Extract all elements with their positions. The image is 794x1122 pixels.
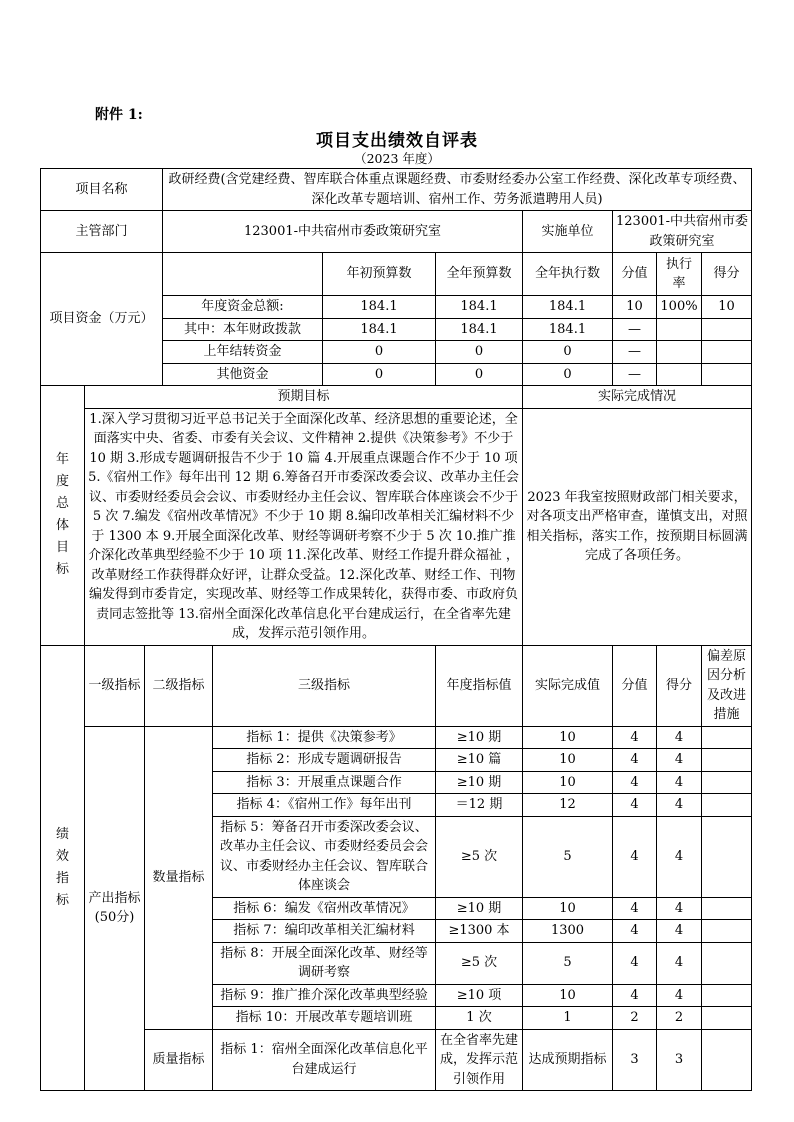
project-name-row bbox=[41, 169, 752, 211]
ind-header-actual: 实际完成值 bbox=[523, 645, 613, 726]
indicator-deviation bbox=[702, 1029, 752, 1091]
indicator-name: 指标 6：编发《宿州改革情况》 bbox=[213, 897, 436, 920]
dept-value: 123001-中共宿州市委政策研究室 bbox=[163, 211, 523, 253]
funding-row-label: 其他资金 bbox=[163, 363, 323, 386]
funding-header-rate: 执行率 bbox=[657, 253, 702, 296]
funding-executed: 0 bbox=[523, 363, 613, 386]
funding-score: 10 bbox=[702, 296, 752, 319]
indicator-target: ≥10 篇 bbox=[436, 749, 523, 772]
funding-executed: 0 bbox=[523, 341, 613, 364]
funding-annual: 184.1 bbox=[436, 318, 523, 341]
indicator-score: 4 bbox=[657, 771, 702, 794]
indicator-actual: 1 bbox=[523, 1007, 613, 1030]
indicator-row-1 bbox=[41, 726, 752, 749]
goals-actual-header: 实际完成情况 bbox=[523, 386, 752, 409]
indicator-name: 指标 1：提供《决策参考》 bbox=[213, 726, 436, 749]
indicator-points: 4 bbox=[613, 942, 657, 984]
indicator-name: 指标 1：宿州全面深化改革信息化平台建成运行 bbox=[213, 1029, 436, 1091]
funding-rate bbox=[657, 341, 702, 364]
funding-header-row bbox=[41, 253, 752, 296]
funding-rate bbox=[657, 318, 702, 341]
indicator-score: 4 bbox=[657, 920, 702, 943]
indicator-target: ≥10 期 bbox=[436, 726, 523, 749]
indicator-score: 4 bbox=[657, 794, 702, 817]
indicator-target: ≥10 期 bbox=[436, 771, 523, 794]
goals-section-label-text: 年度总体目标 bbox=[55, 451, 69, 578]
quality-indicator-label: 质量指标 bbox=[145, 1029, 213, 1091]
indicator-name: 指标 9：推广推介深化改革典型经验 bbox=[213, 984, 436, 1007]
ind-header-score: 得分 bbox=[657, 645, 702, 726]
goals-expected-header: 预期目标 bbox=[85, 386, 523, 409]
goals-section-label bbox=[41, 386, 85, 646]
funding-annual: 184.1 bbox=[436, 296, 523, 319]
indicator-score: 4 bbox=[657, 749, 702, 772]
indicator-points: 4 bbox=[613, 816, 657, 897]
indicator-score: 2 bbox=[657, 1007, 702, 1030]
indicator-points: 4 bbox=[613, 984, 657, 1007]
funding-row-label: 年度资金总额: bbox=[163, 296, 323, 319]
funding-row-label: 其中：本年财政拨款 bbox=[163, 318, 323, 341]
funding-rate bbox=[657, 363, 702, 386]
goals-expected-text: 1.深入学习贯彻习近平总书记关于全面深化改革、经济思想的重要论述，全面落实中央、省委、市委有关会议、文件精神 2.提供《决策参考》不少于 10 期 3.形成专题调研报告不少于 10 篇 4.开展重点课题合作不少于 10 项 5.《宿州工作》每年出刊 12 期 6.筹备召开市委深改委会议、改革办主任会议、市委财经委员会会议、市委财经办主任会议、智库联合体座谈会不少于 5 次 7.编发《宿州改革情况》不少于 10 期 8.编印改革相关汇编材料不少于 1300 本 9.开展全面深化改革、财经等调研考察不少于 5 次 10.推广推介深化改革典型经验不少于 10 项 11.深化改革、财经工作提升群众福祉 ，改革财经工作获得群众好评，让群众受益。12.深化改革、财经工作、刊物编发得到市委肯定，实现改革、财经等工作成果转化，获得市委、市政府负责同志签批等 13.宿州全面深化改革信息化平台建成运行，在全省率先建成，发挥示范引领作用。 bbox=[85, 408, 523, 645]
indicator-actual: 10 bbox=[523, 984, 613, 1007]
attachment-label: 附件 1: bbox=[95, 107, 143, 123]
quantity-indicator-label: 数量指标 bbox=[145, 726, 213, 1029]
indicator-points: 4 bbox=[613, 920, 657, 943]
impl-unit-label: 实施单位 bbox=[523, 211, 613, 253]
indicator-deviation bbox=[702, 942, 752, 984]
indicators-section-label-text: 绩效指标 bbox=[55, 826, 69, 908]
indicator-points: 4 bbox=[613, 749, 657, 772]
indicator-target: ≥1300 本 bbox=[436, 920, 523, 943]
ind-header-target: 年度指标值 bbox=[436, 645, 523, 726]
indicator-points: 4 bbox=[613, 897, 657, 920]
indicator-actual: 达成预期指标 bbox=[523, 1029, 613, 1091]
indicator-deviation bbox=[702, 749, 752, 772]
indicator-target: ≥5 次 bbox=[436, 942, 523, 984]
indicator-actual: 12 bbox=[523, 794, 613, 817]
funding-points: — bbox=[613, 341, 657, 364]
indicator-score: 4 bbox=[657, 726, 702, 749]
funding-initial: 184.1 bbox=[323, 318, 436, 341]
dept-label: 主管部门 bbox=[41, 211, 163, 253]
funding-annual: 0 bbox=[436, 341, 523, 364]
page-subtitle: （2023 年度） bbox=[354, 151, 440, 166]
indicator-target: ≥5 次 bbox=[436, 816, 523, 897]
indicator-actual: 5 bbox=[523, 816, 613, 897]
funding-section-label: 项目资金（万元） bbox=[41, 253, 163, 386]
funding-executed: 184.1 bbox=[523, 318, 613, 341]
funding-score bbox=[702, 363, 752, 386]
ind-header-l1: 一级指标 bbox=[85, 645, 145, 726]
indicator-points: 4 bbox=[613, 771, 657, 794]
indicator-name: 指标 2：形成专题调研报告 bbox=[213, 749, 436, 772]
indicator-deviation bbox=[702, 771, 752, 794]
funding-points: 10 bbox=[613, 296, 657, 319]
funding-blank-cell bbox=[163, 253, 323, 296]
funding-header-points: 分值 bbox=[613, 253, 657, 296]
ind-header-l2: 二级指标 bbox=[145, 645, 213, 726]
funding-row-label: 上年结转资金 bbox=[163, 341, 323, 364]
funding-header-executed: 全年执行数 bbox=[523, 253, 613, 296]
page-title: 项目支出绩效自评表 bbox=[316, 131, 478, 151]
ind-header-deviation: 偏差原因分析及改进措施 bbox=[702, 645, 752, 726]
indicator-points: 3 bbox=[613, 1029, 657, 1091]
goals-header-row bbox=[41, 386, 752, 409]
indicator-name: 指标 8：开展全面深化改革、财经等调研考察 bbox=[213, 942, 436, 984]
indicator-score: 3 bbox=[657, 1029, 702, 1091]
indicator-deviation bbox=[702, 920, 752, 943]
department-row bbox=[41, 211, 752, 253]
indicator-actual: 1300 bbox=[523, 920, 613, 943]
funding-annual: 0 bbox=[436, 363, 523, 386]
funding-initial: 0 bbox=[323, 363, 436, 386]
indicator-deviation bbox=[702, 816, 752, 897]
indicator-points: 4 bbox=[613, 794, 657, 817]
indicator-target: ＝12 期 bbox=[436, 794, 523, 817]
indicator-actual: 10 bbox=[523, 726, 613, 749]
funding-rate: 100% bbox=[657, 296, 702, 319]
funding-points: — bbox=[613, 363, 657, 386]
indicator-target: 在全省率先建成，发挥示范引领作用 bbox=[436, 1029, 523, 1091]
funding-points: — bbox=[613, 318, 657, 341]
goals-body-row bbox=[41, 408, 752, 645]
funding-header-initial: 年初预算数 bbox=[323, 253, 436, 296]
self-evaluation-table bbox=[40, 168, 752, 1091]
indicator-points: 4 bbox=[613, 726, 657, 749]
project-name-value: 政研经费(含党建经费、智库联合体重点课题经费、市委财经委办公室工作经费、深化改革专项经费、深化改革专题培训、宿州工作、劳务派遣聘用人员) bbox=[163, 169, 752, 211]
indicator-score: 4 bbox=[657, 816, 702, 897]
indicator-name: 指标 3：开展重点课题合作 bbox=[213, 771, 436, 794]
indicator-score: 4 bbox=[657, 942, 702, 984]
indicator-actual: 10 bbox=[523, 897, 613, 920]
indicator-target: ≥10 期 bbox=[436, 897, 523, 920]
funding-header-annual: 全年预算数 bbox=[436, 253, 523, 296]
project-name-label: 项目名称 bbox=[41, 169, 163, 211]
indicators-header-row bbox=[41, 645, 752, 726]
impl-unit-value: 123001-中共宿州市委政策研究室 bbox=[613, 211, 752, 253]
quality-indicator-row bbox=[41, 1029, 752, 1091]
indicators-section-label bbox=[41, 645, 85, 1091]
funding-initial: 0 bbox=[323, 341, 436, 364]
funding-executed: 184.1 bbox=[523, 296, 613, 319]
indicator-score: 4 bbox=[657, 984, 702, 1007]
indicator-deviation bbox=[702, 984, 752, 1007]
indicator-deviation bbox=[702, 794, 752, 817]
indicator-name: 指标 7：编印改革相关汇编材料 bbox=[213, 920, 436, 943]
indicator-points: 2 bbox=[613, 1007, 657, 1030]
ind-header-l3: 三级指标 bbox=[213, 645, 436, 726]
indicator-target: ≥10 项 bbox=[436, 984, 523, 1007]
indicator-actual: 10 bbox=[523, 771, 613, 794]
indicator-deviation bbox=[702, 897, 752, 920]
level1-indicator-label: 产出指标(50分) bbox=[85, 726, 145, 1091]
indicator-name: 指标 4：《宿州工作》每年出刊 bbox=[213, 794, 436, 817]
indicator-actual: 10 bbox=[523, 749, 613, 772]
funding-initial: 184.1 bbox=[323, 296, 436, 319]
indicator-name: 指标 10：开展改革专题培训班 bbox=[213, 1007, 436, 1030]
indicator-deviation bbox=[702, 726, 752, 749]
indicator-deviation bbox=[702, 1007, 752, 1030]
indicator-score: 4 bbox=[657, 897, 702, 920]
funding-score bbox=[702, 341, 752, 364]
indicator-name: 指标 5：筹备召开市委深改委会议、改革办主任会议、市委财经委员会会议、市委财经办主任会议、智库联合体座谈会 bbox=[213, 816, 436, 897]
goals-actual-text: 2023 年我室按照财政部门相关要求，对各项支出严格审查，谨慎支出，对照相关指标，落实工作，按预期目标圆满完成了各项任务。 bbox=[523, 408, 752, 645]
ind-header-points: 分值 bbox=[613, 645, 657, 726]
funding-header-score: 得分 bbox=[702, 253, 752, 296]
funding-score bbox=[702, 318, 752, 341]
indicator-target: 1 次 bbox=[436, 1007, 523, 1030]
indicator-actual: 5 bbox=[523, 942, 613, 984]
